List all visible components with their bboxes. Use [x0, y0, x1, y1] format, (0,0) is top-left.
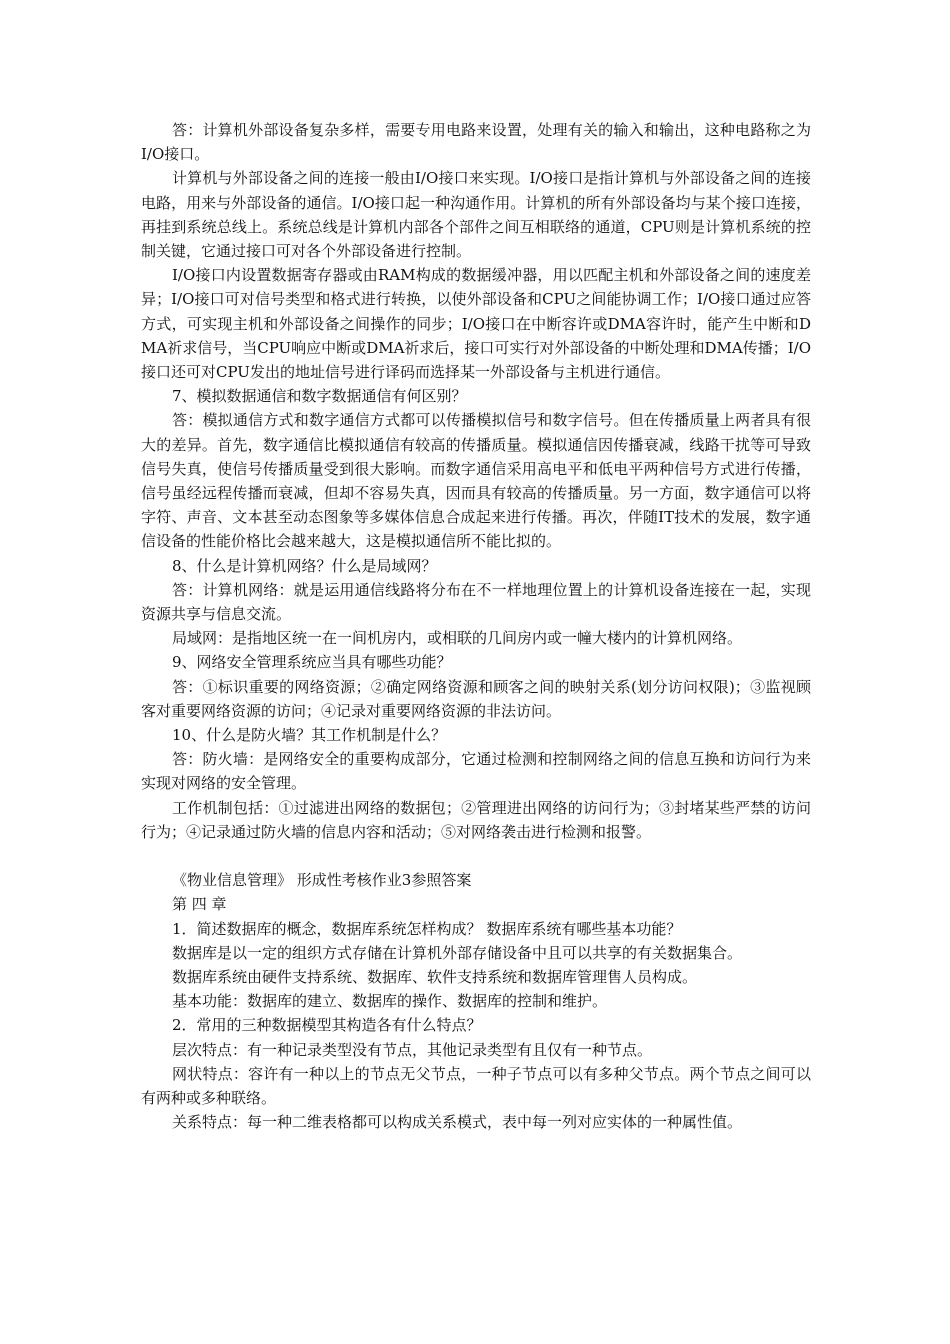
answer-paragraph: 计算机与外部设备之间的连接一般由I/O接口来实现。I/O接口是指计算机与外部设备之间的连接电路，用来与外部设备的通信。I/O接口起一种沟通作用。计算机的所有外部设备均与某个接口连接，再挂到系统总线上。系统总线是计算机内部各个部件之间互相联络的通道，CPU则是计算机系统的控制关键，它通过接口可对各个外部设备进行控制。	[141, 169, 811, 261]
document-page	[141, 118, 811, 1134]
question-10: 10、什么是防火墙？其工作机制是什么？	[172, 726, 447, 745]
answer-paragraph: 层次特点：有一种记录类型没有节点，其他记录类型有且仅有一种节点。	[172, 1040, 653, 1059]
answer-paragraph: 局域网：是指地区统一在一间机房内，或相联的几间房内或一幢大楼内的计算机网络。	[172, 629, 743, 648]
answer-paragraph: 答：防火墙：是网络安全的重要构成部分，它通过检测和控制网络之间的信息互换和访问行为来实现对网络的安全管理。	[141, 750, 811, 793]
answer-paragraph: 答：模拟通信方式和数字通信方式都可以传播模拟信号和数字信号。但在传播质量上两者具有很大的差异。首先，数字通信比模拟通信有较高的传播质量。模拟通信因传播衰减，线路干扰等可导致信号失真，使信号传播质量受到很大影响。而数字通信采用高电平和低电平两种信号方式进行传播，信号虽经远程传播而衰减，但却不容易失真，因而具有较高的传播质量。另一方面，数字通信可以将字符、声音、文本甚至动态图象等多媒体信息合成起来进行传播。再次，伴随IT技术的发展，数字通信设备的性能价格比会越来越大，这是模拟通信所不能比拟的。	[141, 411, 811, 551]
answer-paragraph: 关系特点：每一种二维表格都可以构成关系模式，表中每一列对应实体的一种属性值。	[172, 1113, 743, 1132]
section-gap	[141, 844, 811, 868]
question-9: 9、网络安全管理系统应当具有哪些功能？	[172, 653, 452, 672]
section-heading: 《物业信息管理》 形成性考核作业3参照答案	[172, 871, 472, 890]
chapter-title: 第 四 章	[172, 895, 227, 914]
answer-paragraph: 答：计算机网络：就是运用通信线路将分布在不一样地理位置上的计算机设备连接在一起，实现资源共享与信息交流。	[141, 580, 811, 624]
answer-paragraph: 答：①标识重要的网络资源；②确定网络资源和顾客之间的映射关系(划分访问权限)；③监视顾客对重要网络资源的访问；④记录对重要网络资源的非法访问。	[141, 677, 811, 720]
question-8: 8、什么是计算机网络？什么是局域网？	[172, 556, 437, 575]
answer-paragraph: 网状特点：容许有一种以上的节点无父节点，一种子节点可以有多种父节点。两个节点之间可以有两种或多种联络。	[141, 1064, 811, 1107]
answer-paragraph: I/O接口内设置数据寄存器或由RAM构成的数据缓冲器，用以匹配主机和外部设备之间的速度差异；I/O接口可对信号类型和格式进行转换，以使外部设备和CPU之间能协调工作；I/O接口通过应答方式，可实现主机和外部设备之间操作的同步；I/O接口在中断容许或DMA容许时，能产生中断和DMA祈求信号，当CPU响应中断或DMA祈求后，接口可实行对外部设备的中断处理和DMA传播；I/O接口还可对CPU发出的地址信号进行译码而选择某一外部设备与主机进行通信。	[141, 266, 811, 382]
answer-paragraph: 基本功能：数据库的建立、数据库的操作、数据库的控制和维护。	[172, 992, 608, 1011]
answer-paragraph: 答：计算机外部设备复杂多样，需要专用电路来设置，处理有关的输入和输出，这种电路称之为I/O接口。	[141, 121, 811, 164]
question-2: 2．常用的三种数据模型其构造各有什么特点？	[172, 1016, 482, 1035]
answer-paragraph: 数据库是以一定的组织方式存储在计算机外部存储设备中且可以共享的有关数据集合。	[172, 943, 743, 962]
answer-paragraph: 工作机制包括：①过滤进出网络的数据包；②管理进出网络的访问行为；③封堵某些严禁的访问行为；④记录通过防火墙的信息内容和活动；⑤对网络袭击进行检测和报警。	[141, 798, 811, 841]
question-1: 1．简述数据库的概念，数据库系统怎样构成？ 数据库系统有哪些基本功能？	[172, 919, 682, 938]
answer-paragraph: 数据库系统由硬件支持系统、数据库、软件支持系统和数据库管理售人员构成。	[172, 967, 698, 986]
question-7: 7、模拟数据通信和数字数据通信有何区别？	[172, 387, 467, 406]
